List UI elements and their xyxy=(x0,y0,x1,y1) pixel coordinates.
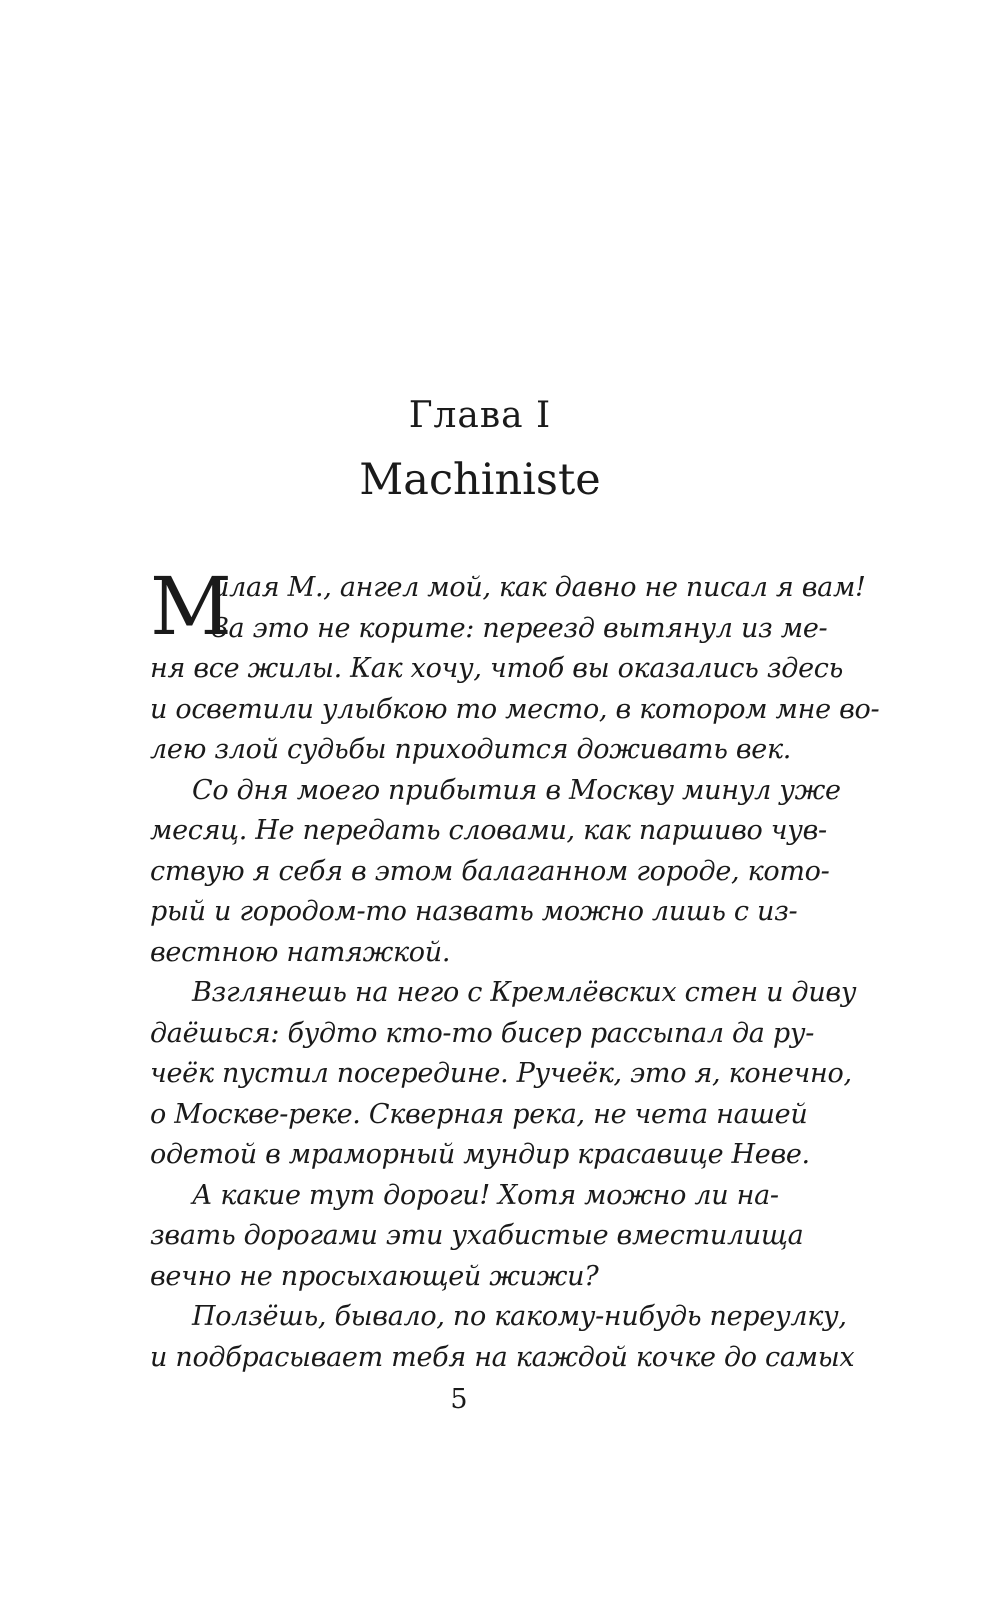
chapter-title: Machiniste xyxy=(359,455,601,505)
text-line: одетой в мраморный мундир красавице Неве. xyxy=(150,1139,810,1170)
text-line: Взглянешь на него с Кремлёвских стен и диву xyxy=(192,977,857,1008)
text-line: За это не корите: переезд вытянул из ме- xyxy=(212,612,828,644)
text-line: звать дорогами эти ухабистые вместилища xyxy=(150,1220,804,1251)
text-line: А какие тут дороги! Хотя можно ли на- xyxy=(192,1179,779,1211)
text-line: ствую я себя в этом балаганном городе, кото- xyxy=(150,855,830,887)
text-line: ня все жилы. Как хочу, чтоб вы оказались здесь xyxy=(150,653,843,684)
drop-cap: М xyxy=(150,560,232,653)
text-line: чеёк пустил посередине. Ручеёк, это я, конечно, xyxy=(150,1058,852,1089)
chapter-label: Глава I xyxy=(408,395,552,436)
text-line: рый и городом-то назвать можно лишь с из- xyxy=(150,896,798,927)
text-line: вечно не просыхающей жижи? xyxy=(150,1260,599,1292)
text-line: Со дня моего прибытия в Москву минул уже xyxy=(192,774,841,806)
text-line: месяц. Не передать словами, как паршиво чув- xyxy=(150,815,827,846)
text-line: и осветили улыбкою то место, в котором мне во- xyxy=(150,693,880,725)
text-line: вестною натяжкой. xyxy=(150,936,451,968)
text-line: и подбрасывает тебя на каждой кочке до самых xyxy=(150,1341,855,1373)
text-line: о Москве-реке. Скверная река, не чета нашей xyxy=(150,1098,808,1130)
text-line: Ползёшь, бывало, по какому-нибудь переулку, xyxy=(192,1301,847,1332)
page-number: 5 xyxy=(450,1384,468,1415)
text-line: лею злой судьбы приходится доживать век. xyxy=(150,734,792,765)
body-text xyxy=(150,560,880,1378)
text-line: илая М., ангел мой, как давно не писал я вам! xyxy=(212,572,866,603)
text-line: даёшься: будто кто-то бисер рассыпал да ру- xyxy=(150,1017,815,1049)
